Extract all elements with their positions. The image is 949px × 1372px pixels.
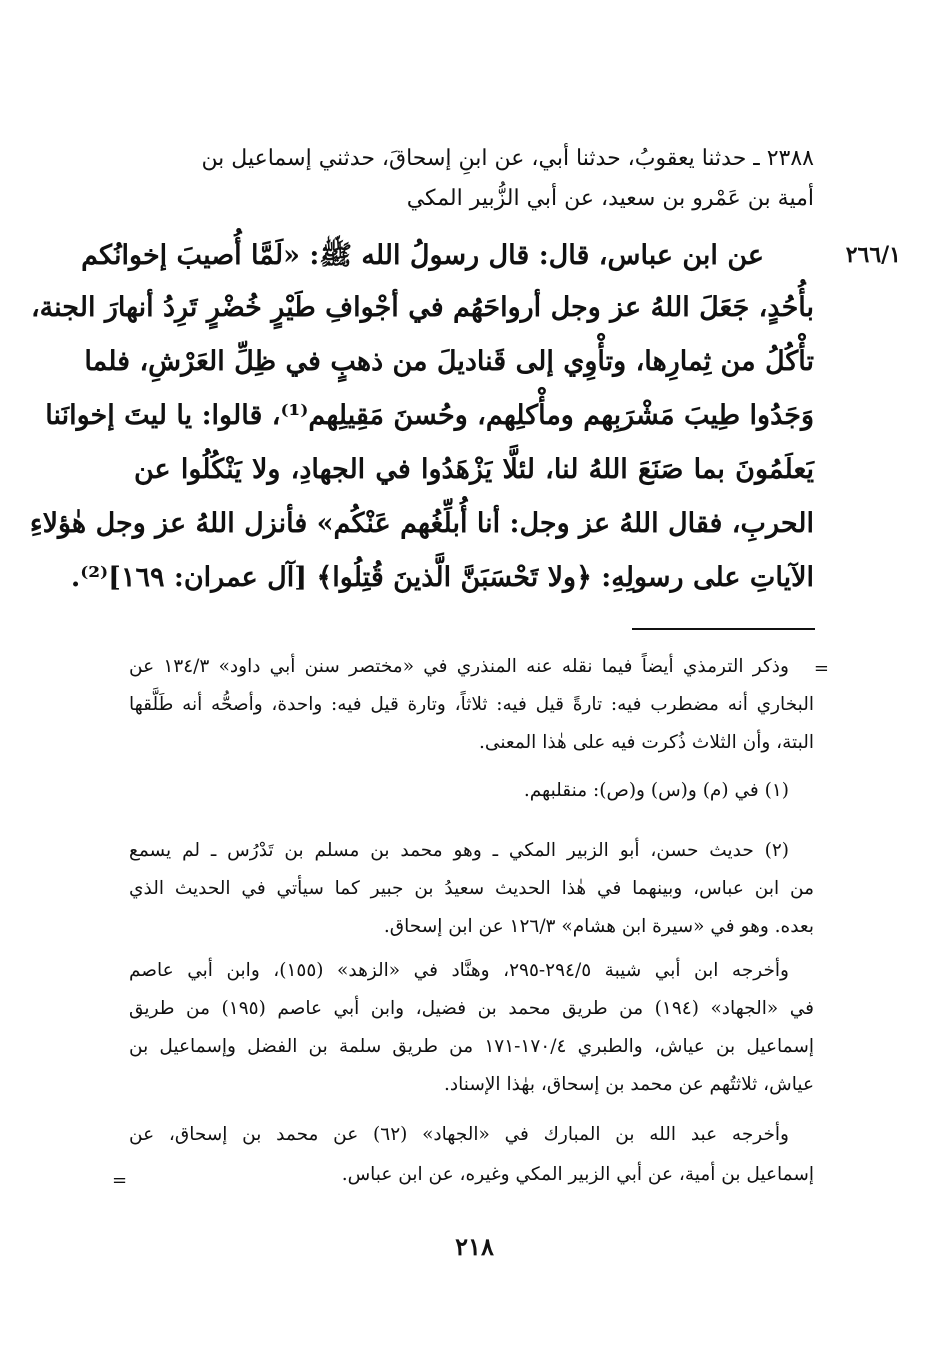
page-number: ٢١٨ bbox=[455, 1232, 494, 1261]
isnad-line-2: أمية بن عَمْرو بن سعيد، عن أبي الزُّبير المكي bbox=[406, 186, 814, 211]
footnote-end-mark: = bbox=[112, 1170, 128, 1191]
matn-line-1: عن ابن عباس، قال: قال رسولُ الله ﷺ: «لَمَّا أُصيبَ إخوانُكم bbox=[81, 240, 764, 271]
footnote-2-p2-line-1: وأخرجه ابن أبي شيبة ٢٩٤/٥-٢٩٥، وهنَّاد في «الزهد» (١٥٥)، وابن أبي عاصم bbox=[129, 960, 789, 981]
footnote-separator bbox=[632, 628, 815, 630]
matn-line-5: يَعلَمُونَ بما صَنَعَ اللهُ لنا، لئلَّا يَزْهَدُوا في الجهادِ، ولا يَنْكُلُوا عن bbox=[134, 454, 814, 485]
footnote-2-p3-line-1: وأخرجه عبد الله بن المبارك في «الجهاد» (٦٢) عن محمد بن إسحاق، عن bbox=[129, 1124, 789, 1145]
footnote-2-line-2: من ابن عباس، وبينهما في هٰذا الحديث سعيدُ بن جبير كما سيأتي في الحديث الذي bbox=[129, 878, 814, 899]
matn-line-4: وَجَدُوا طِيبَ مَشْرَبِهم ومأْكلِهم، وحُسنَ مَقِيلِهم⁽¹⁾، قالوا: يا ليتَ إخوانَنا bbox=[45, 400, 814, 431]
footnote-1: (١) في (م) و(س) و(ص): منقلبهم. bbox=[523, 780, 789, 801]
footnote-2-line-3: بعده. وهو في «سيرة ابن هشام» ١٢٦/٣ عن ابن إسحاق. bbox=[383, 916, 814, 937]
footnote-prev-line-2: البخاري أنه مضطرب فيه: تارةً قيل فيه: ثلاثاً، وتارة قيل فيه: واحدة، وأصحُّه أنه طَلَّقها bbox=[129, 694, 814, 715]
matn-line-6: الحربِ، فقال اللهُ عز وجل: أنا أُبلِّغُهم عَنْكُم» فأنزل اللهُ عز وجل هٰؤلاءِ bbox=[29, 508, 814, 539]
isnad-line-1: ٢٣٨٨ ـ حدثنا يعقوبُ، حدثنا أبي، عن ابنِ إسحاقَ، حدثني إسماعيل بن bbox=[201, 146, 814, 171]
footnote-2-line-1: (٢) حديث حسن، أبو الزبير المكي ـ وهو محمد بن مسلم بن تَدْرُس ـ لم يسمع bbox=[129, 840, 789, 861]
matn-line-2: بأُحُدٍ، جَعَلَ اللهُ عز وجل أرواحَهُم في أجْوافِ طَيْرٍ خُضْرٍ تَرِدُ أنهارَ الجنة، bbox=[30, 292, 814, 323]
footnote-continuation-mark: = bbox=[813, 658, 829, 679]
footnote-2-p2-line-4: عياش، ثلاثتُهم عن محمد بن إسحاق، بهٰذا الإسناد. bbox=[444, 1074, 814, 1095]
footnote-prev-line-1: وذكر الترمذي أيضاً فيما نقله عنه المنذري في «مختصر سنن أبي داود» ١٣٤/٣ عن bbox=[129, 656, 789, 677]
matn-line-3: تأْكُلُ من ثِمارِها، وتأْوِي إلى قَناديلَ من ذهبٍ في ظِلِّ العَرْشِ، فلما bbox=[84, 346, 814, 377]
footnote-2-p3-line-2: إسماعيل بن أمية، عن أبي الزبير المكي وغيره، عن ابن عباس. bbox=[341, 1164, 814, 1185]
matn-line-7: الآياتِ على رسولِهِ: ﴿ولا تَحْسَبَنَّ الَّذينَ قُتِلُوا﴾ [آل عمران: ١٦٩]⁽²⁾. bbox=[70, 562, 814, 593]
footnote-2-p2-line-2: في «الجهاد» (١٩٤) من طريق محمد بن فضيل، وابن أبي عاصم (١٩٥) من طريق bbox=[129, 998, 815, 1019]
hadith-reference: ٢٦٦/١ bbox=[845, 242, 901, 268]
footnote-2-p2-line-3: إسماعيل بن عياش، والطبري ١٧٠/٤-١٧١ من طريق سلمة بن الفضل وإسماعيل بن bbox=[129, 1036, 814, 1057]
footnote-prev-line-3: البتة، وأن الثلاث ذُكرت فيه على هٰذا المعنى. bbox=[479, 732, 814, 753]
